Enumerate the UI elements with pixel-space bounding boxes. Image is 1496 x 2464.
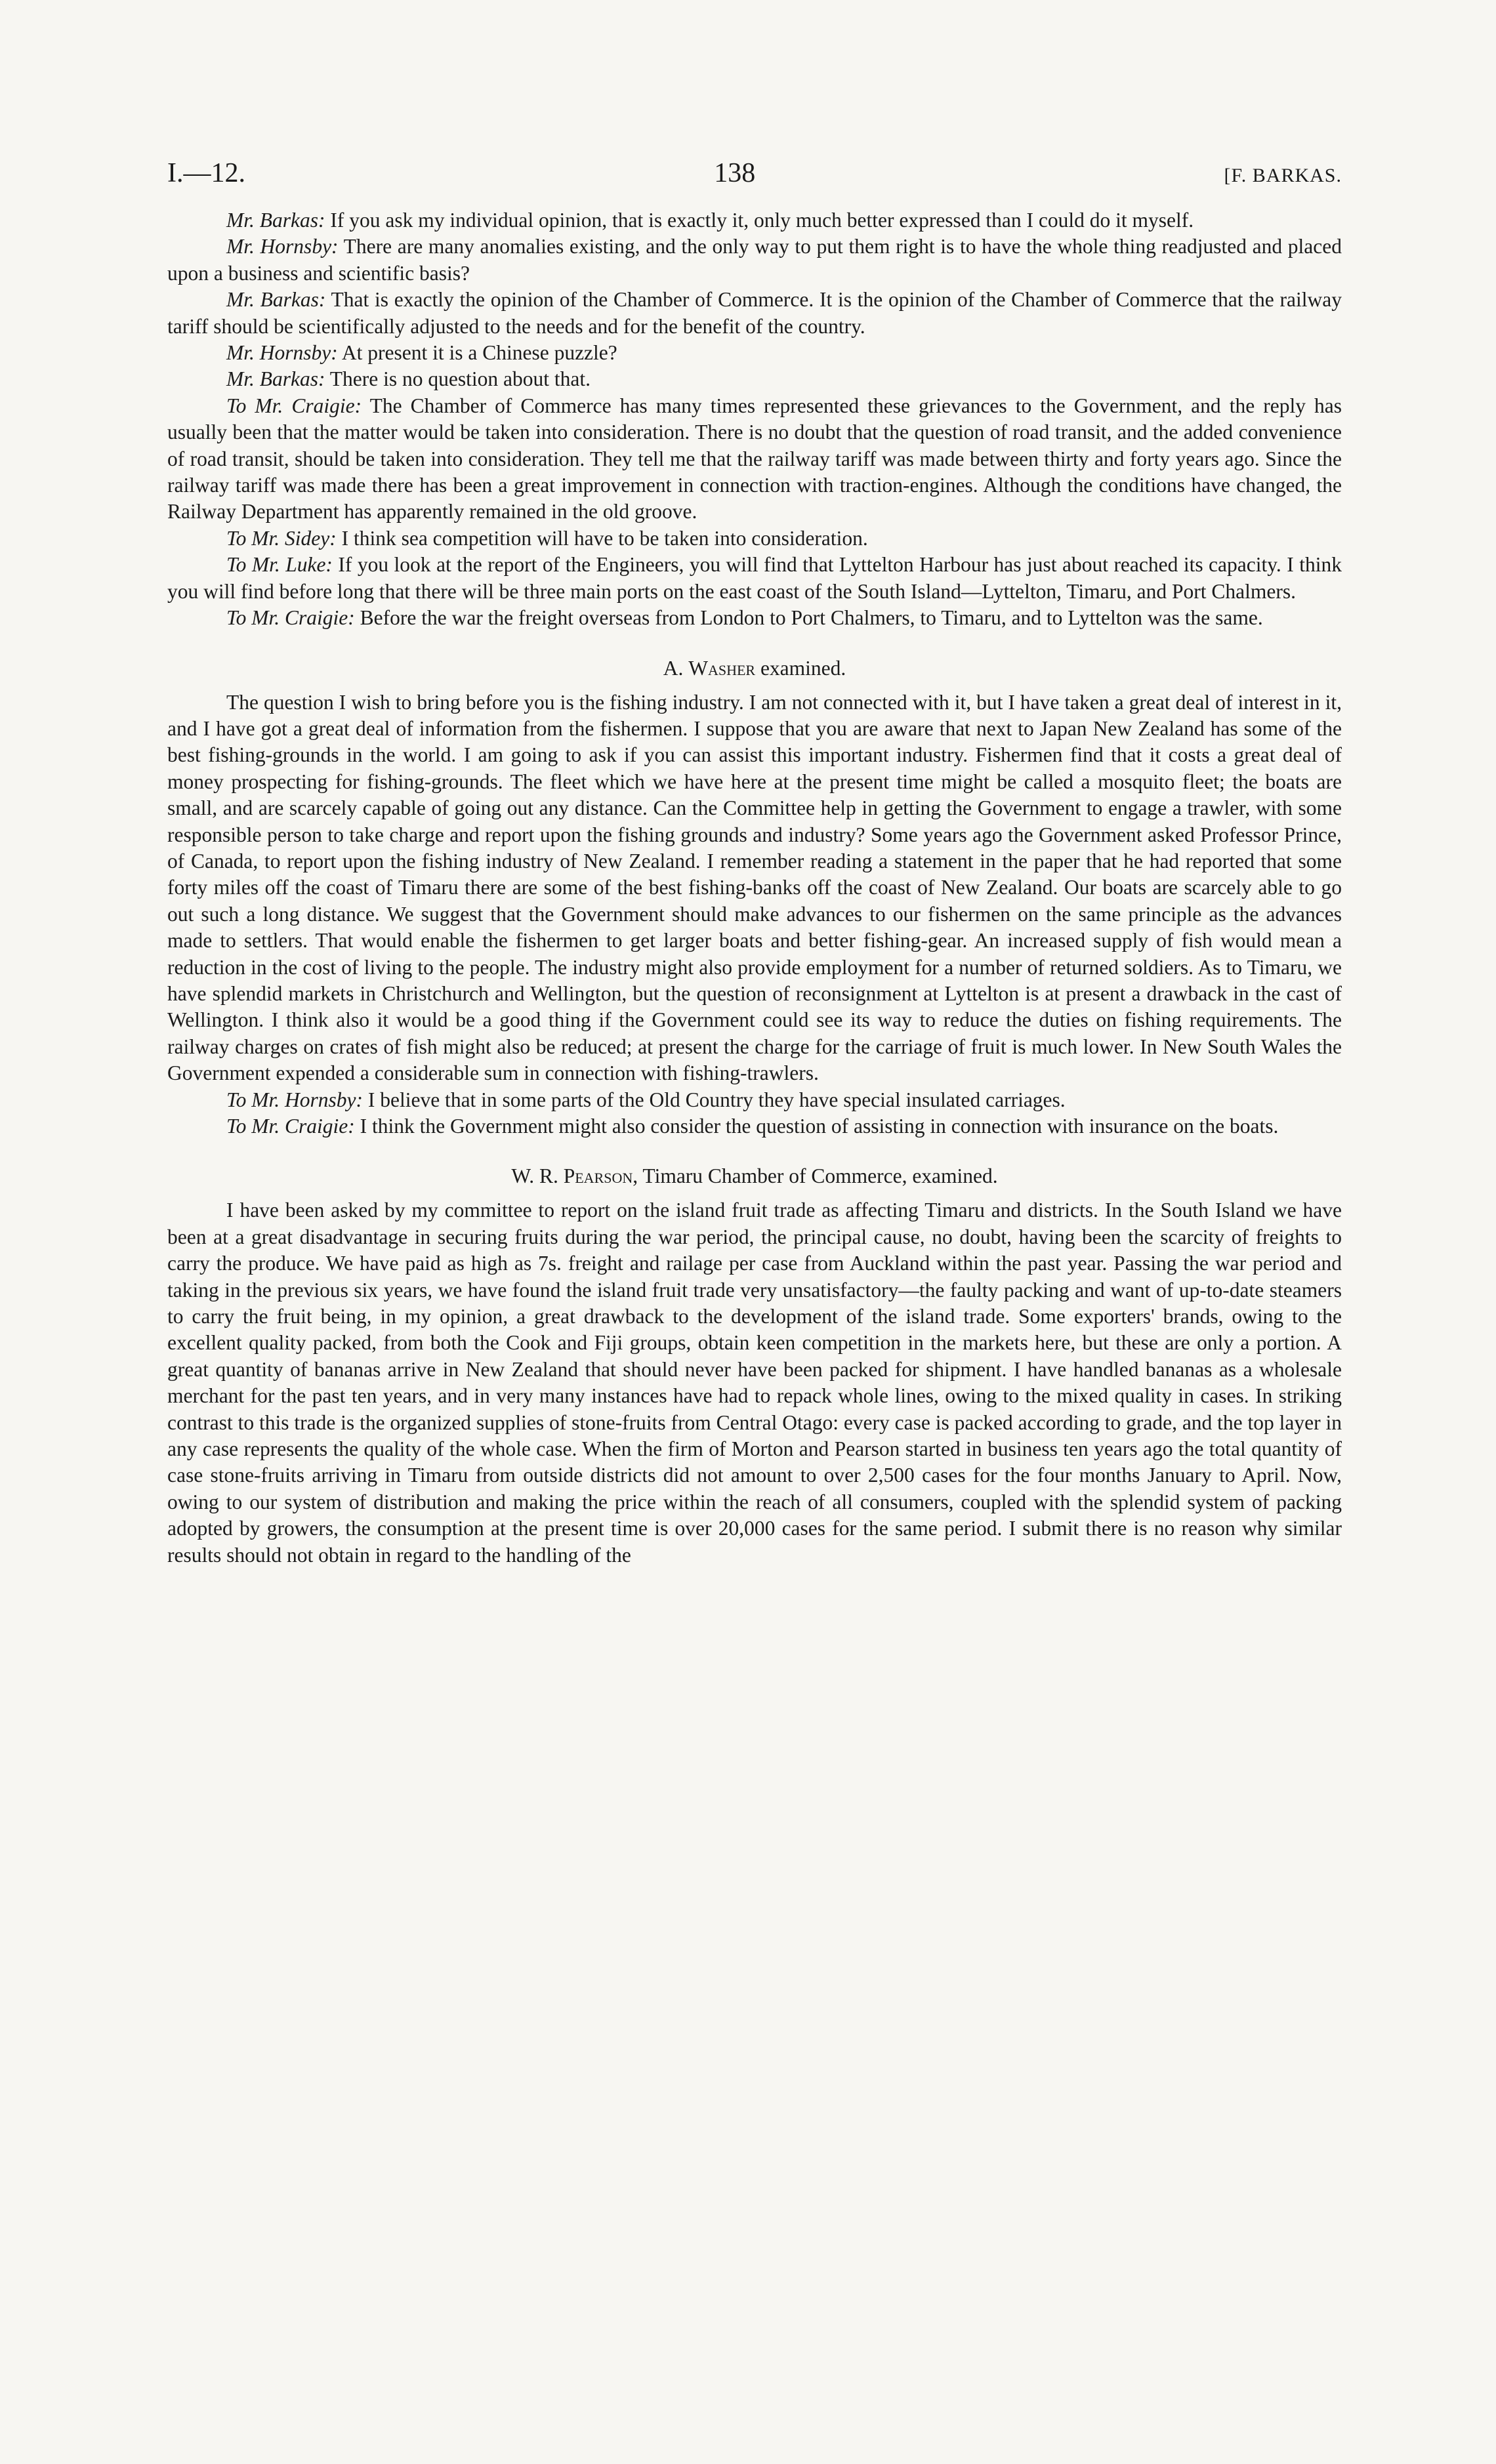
speaker: To Mr. Craigie: (226, 606, 355, 630)
paper-reference: I.—12. (167, 158, 245, 188)
paragraph: Mr. Barkas: That is exactly the opinion of the Chamber of Commerce. It is the opinion of the Chamber of Commerce that the railway tariff should be scientifically adjusted to the needs and for the benefit of the country. (167, 288, 1342, 338)
paragraph: To Mr. Luke: If you look at the report of the Engineers, you will find that Lyttelton Harbour has just about reached its capacity. I think you will find before long that there will be three main ports on the east coast of the South Island—Lyttelton, Timaru, and Port Chalmers. (167, 553, 1342, 603)
speaker: To Mr. Craigie: (226, 1115, 355, 1138)
paragraph: Mr. Hornsby: There are many anomalies existing, and the only way to put them right is to have the whole thing readjusted and placed upon a business and scientific basis? (167, 235, 1342, 285)
section-heading-pearson: W. R. Pearson, Timaru Chamber of Commerce, examined. (511, 1164, 998, 1188)
speaker: Mr. Barkas: (226, 209, 325, 232)
speaker: To Mr. Craigie: (226, 394, 362, 417)
witness-name: [F. BARKAS. (1224, 165, 1342, 186)
paragraph: To Mr. Craigie: Before the war the freight overseas from London to Port Chalmers, to Timaru, and to Lyttelton was the same. (226, 606, 1263, 630)
speaker: To Mr. Hornsby: (226, 1088, 363, 1111)
paragraph: I have been asked by my committee to report on the island fruit trade as affecting Timaru and districts. In the South Island we have been at a great disadvantage in securing fruits during the war period, the principal cause, no doubt, having been the scarcity of freights to carry the produce. We have paid as high as 7s. freight and railage per case from Auckland within the past year. Passing the war period and taking in the previous six years, we have found the island fruit trade very unsatisfactory—the faulty packing and want of up-to-date steamers to carry the fruit being, in my opinion, a great drawback to the development of the island trade. Some exporters' brands, owing to the excellent quality packed, from both the Cook and Fiji groups, obtain keen competition in the markets here, but these are only a portion. A great quantity of bananas arrive in New Zealand that should never have been packed for shipment. I have handled bananas as a wholesale merchant for the past ten years, and in very many instances have had to repack whole lines, owing to the mixed quality in cases. In striking contrast to this trade is the organized supplies of stone-fruits from Central Otago: every case is packed according to grade, and the top layer in any case represents the quality of the whole case. When the firm of Morton and Pearson started in business ten years ago the total quantity of case stone-fruits arriving in Timaru from outside districts did not amount to over 2,500 cases for the four months January to April. Now, owing to our system of distribution and making the price within the reach of all consumers, coupled with the splendid system of packing adopted by growers, the consumption at the present time is over 20,000 cases for the same period. I submit there is no reason why similar results should not obtain in regard to the handling of the (167, 1199, 1342, 1567)
speaker: Mr. Barkas: (226, 288, 326, 312)
washer-testimony (167, 689, 1342, 1140)
section-heading-washer: A. Washer examined. (663, 656, 846, 680)
paragraph: Mr. Barkas: If you ask my individual opinion, that is exactly it, only much better expressed than I could do it myself. (226, 209, 1194, 232)
document-page (167, 157, 1342, 1569)
pearson-testimony (167, 1197, 1342, 1569)
paragraph: The question I wish to bring before you is the fishing industry. I am not connected with it, but I have taken a great deal of interest in it, and I have got a great deal of information from the fishermen. I suppose that you are aware that next to Japan New Zealand has some of the best fishing-grounds in the world. I am going to ask if you can assist this important industry. Fishermen find that it costs a great deal of money prospecting for fishing-grounds. The fleet which we have here at the present time might be called a mosquito fleet; the boats are small, and are scarcely capable of going out any distance. Can the Committee help in getting the Government to engage a trawler, with some responsible person to take charge and report upon the fishing grounds and industry? Some years ago the Government asked Professor Prince, of Canada, to report upon the fishing industry of New Zealand. I remember reading a statement in the paper that he had reported that some forty miles off the coast of Timaru there are some of the best fishing-banks off the coast of New Zealand. Our boats are scarcely able to go out such a long distance. We suggest that the Government should make advances to our fishermen on the same principle as the advances made to settlers. That would enable the fishermen to get larger boats and better fishing-gear. An increased supply of fish would mean a reduction in the cost of living to the people. The industry might also provide employment for a number of returned soldiers. As to Timaru, we have splendid markets in Christchurch and Wellington, but the question of reconsignment at Lyttelton is at present a drawback in the cast of Wellington. I think also it would be a good thing if the Government could see its way to reduce the duties on fishing requirements. The railway charges on crates of fish might also be reduced; at present the charge for the carriage of fruit is much lower. In New South Wales the Government expended a considerable sum in connection with fishing-trawlers. (167, 690, 1342, 1085)
paragraph: Mr. Barkas: There is no question about that. (226, 367, 591, 391)
speaker: To Mr. Sidey: (226, 526, 337, 550)
paragraph: To Mr. Sidey: I think sea competition will have to be taken into consideration. (226, 526, 868, 550)
page-number: 138 (714, 158, 756, 188)
speaker: Mr. Hornsby: (226, 341, 338, 365)
paragraph: To Mr. Hornsby: I believe that in some parts of the Old Country they have special insulated carriages. (226, 1088, 1066, 1111)
speaker: To Mr. Luke: (226, 553, 333, 577)
barkas-testimony (167, 207, 1342, 632)
page-header (167, 157, 1342, 189)
speaker: Mr. Barkas: (226, 367, 325, 391)
speaker: Mr. Hornsby: (226, 235, 339, 258)
paragraph: To Mr. Craigie: I think the Government might also consider the question of assisting in connection with insurance on the boats. (226, 1115, 1279, 1138)
paragraph: To Mr. Craigie: The Chamber of Commerce has many times represented these grievances to the Government, and the reply has usually been that the matter would be taken into consideration. There is no doubt that the question of road transit, and the added convenience of road transit, should be taken into consideration. They tell me that the railway tariff was made between thirty and forty years ago. Since the railway tariff was made there has been a great improvement in connection with traction-engines. Although the conditions have changed, the Railway Department has apparently remained in the old groove. (167, 394, 1342, 524)
paragraph: Mr. Hornsby: At present it is a Chinese puzzle? (226, 341, 617, 365)
